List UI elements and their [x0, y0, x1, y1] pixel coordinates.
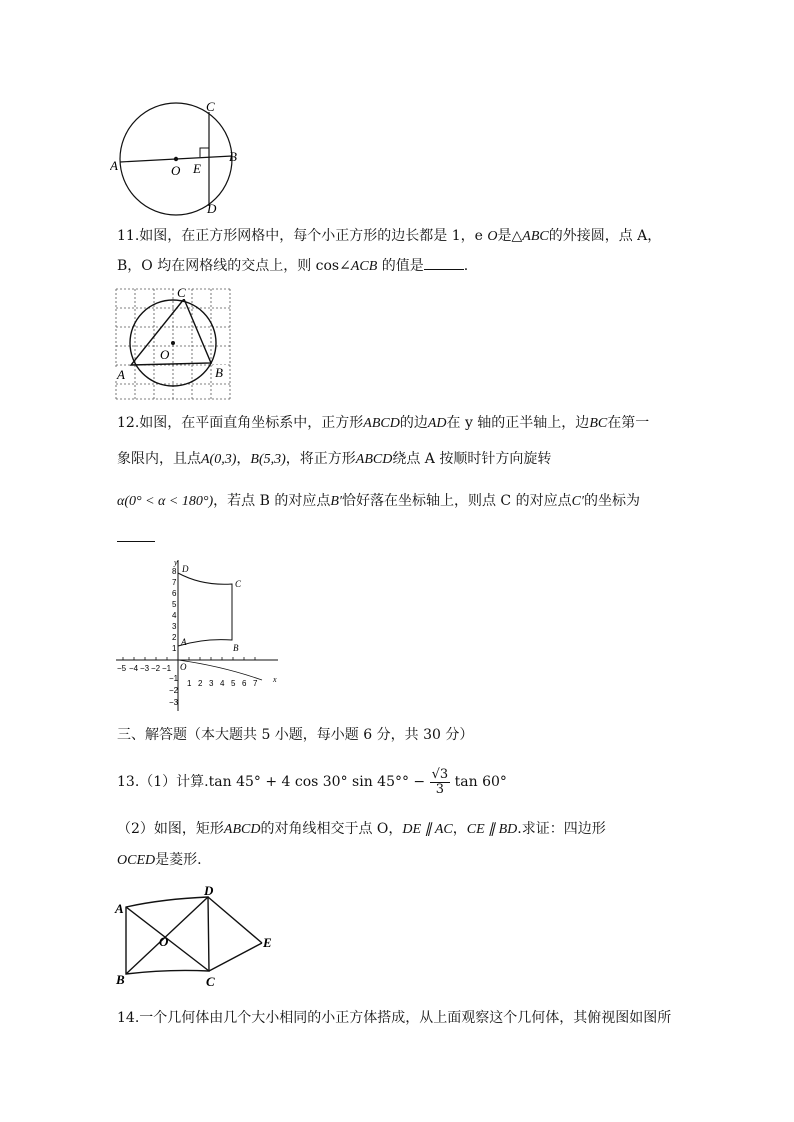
svg-text:3: 3 — [172, 622, 177, 631]
svg-text:1: 1 — [187, 679, 192, 688]
q14-line1: 14.一个几何体由几个大小相同的小正方体搭成，从上面观察这个几何体，其俯视图如图所 — [117, 1010, 672, 1026]
svg-text:1: 1 — [172, 644, 177, 653]
label-c: C — [177, 285, 186, 300]
svg-text:−1: −1 — [162, 664, 172, 673]
label-e: E — [193, 161, 201, 176]
sqrt3-over-3: $\frac{√3}{3}$ — [431, 766, 449, 797]
label-o: O — [180, 662, 187, 672]
label-a: A — [117, 367, 125, 382]
q12-answer-blank — [117, 528, 155, 548]
label-d: D — [204, 885, 214, 898]
q11-line1: 11.如图，在正方形网格中，每个小正方形的边长都是 1，e O是△ABC的外接圆，点 A， — [117, 228, 662, 244]
svg-text:6: 6 — [172, 589, 177, 598]
label-c: C — [206, 99, 215, 114]
svg-text:−3: −3 — [169, 698, 179, 707]
q12-line3: α(0° < α < 180°)，若点 B 的对应点B′恰好落在坐标轴上，则点 C 的对应点C′的坐标为 — [117, 493, 640, 509]
svg-text:3: 3 — [209, 679, 214, 688]
coordinate-figure — [112, 556, 282, 714]
svg-text:−2: −2 — [169, 686, 179, 695]
label-y: y — [174, 558, 178, 567]
svg-text:−1: −1 — [169, 674, 179, 683]
svg-text:5: 5 — [172, 600, 177, 609]
svg-text:−3: −3 — [140, 664, 150, 673]
q13-part2-line1: （2）如图，矩形ABCD的对角线相交于点 O，DE ∥ AC，CE ∥ BD.求证：四边形 — [117, 821, 606, 837]
svg-text:2: 2 — [172, 633, 177, 642]
label-o: O — [171, 163, 181, 178]
label-b: B — [116, 972, 125, 987]
svg-text:6: 6 — [242, 679, 247, 688]
label-b: B — [229, 149, 237, 164]
label-c: C — [206, 974, 215, 989]
grid-circle-figure — [112, 285, 234, 403]
label-c: C — [235, 579, 242, 589]
q12-line1: 12.如图，在平面直角坐标系中，正方形ABCD的边AD在 y 轴的正半轴上，边BC在第一 — [117, 415, 650, 431]
svg-text:−5: −5 — [117, 664, 127, 673]
section-3-title: 三、解答题（本大题共 5 小题，每小题 6 分，共 30 分） — [117, 727, 474, 743]
label-o: O — [160, 347, 170, 362]
label-e: E — [263, 935, 272, 950]
label-b: B — [233, 643, 239, 653]
label-d: D — [182, 564, 189, 574]
label-x: x — [273, 675, 277, 684]
q12-line2: 象限内，且点A(0,3)，B(5,3)，将正方形ABCD绕点 A 按顺时针方向旋转 — [117, 451, 552, 467]
label-o: O — [159, 934, 169, 949]
answer-blank — [424, 269, 464, 270]
svg-text:−4: −4 — [129, 664, 139, 673]
svg-text:−2: −2 — [151, 664, 161, 673]
q13-part1: 13.（1）计算.tan 45° + 4 cos 30° sin 45°° − $\frac{√3}{3}$ tan 60° — [117, 766, 507, 797]
svg-text:2: 2 — [198, 679, 203, 688]
label-d: D — [207, 201, 217, 216]
label-a: A — [110, 158, 118, 173]
svg-text:4: 4 — [172, 611, 177, 620]
label-a: A — [181, 637, 187, 647]
q11-line2: B，O 均在网格线的交点上，则 cos∠ACB 的值是 . — [117, 258, 469, 274]
label-b: B — [215, 365, 223, 380]
label-a: A — [115, 901, 124, 916]
svg-text:4: 4 — [220, 679, 225, 688]
svg-text:8: 8 — [172, 567, 177, 576]
svg-text:7: 7 — [172, 578, 177, 587]
svg-text:5: 5 — [231, 679, 236, 688]
q13-part2-line2: OCED是菱形. — [117, 852, 202, 868]
circle-chord-figure — [110, 95, 250, 220]
rhombus-figure — [112, 885, 287, 990]
svg-text:7: 7 — [253, 679, 258, 688]
